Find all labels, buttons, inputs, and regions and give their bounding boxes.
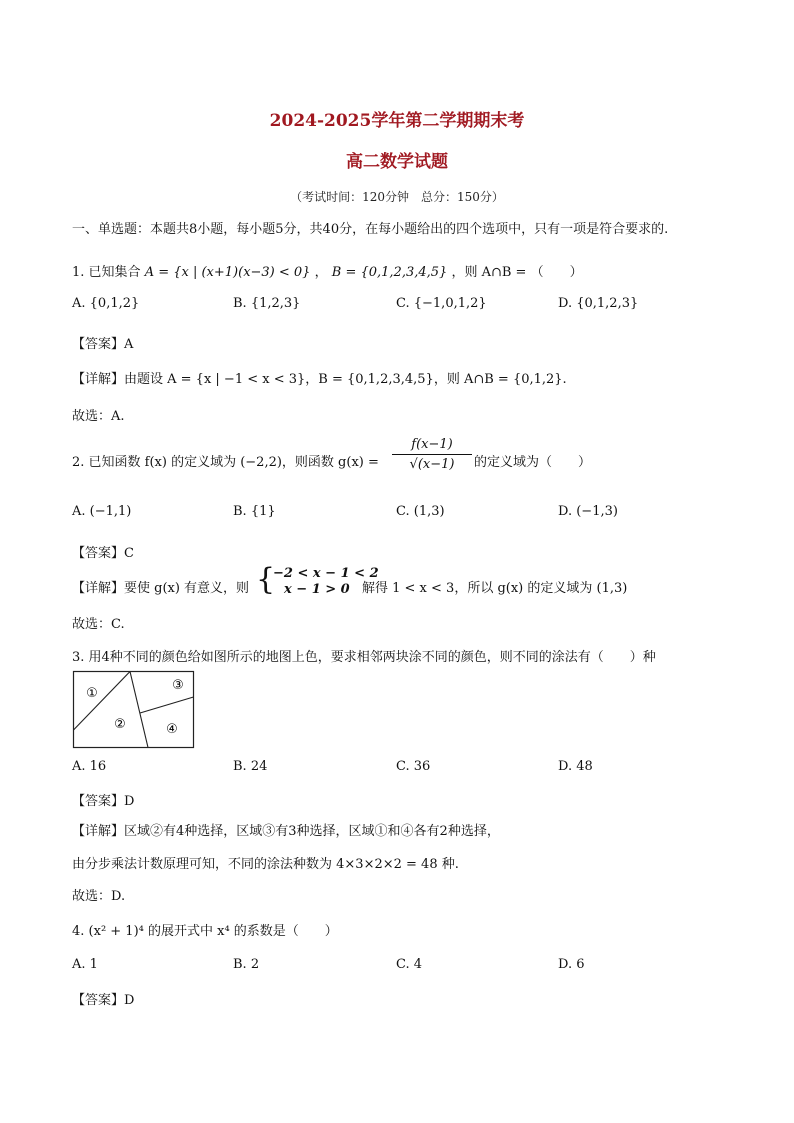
q2-stem-a: 2. 已知函数 f(x) 的定义域为 (−2,2)，则函数 g(x) = (72, 455, 379, 470)
exam-title: 2024-2025学年第二学期期末考 (269, 111, 525, 131)
q4-option-c: C. 4 (396, 957, 423, 972)
q2-system-line2: x − 1 > 0 (284, 582, 350, 597)
q2-detail-a: 【详解】要使 g(x) 有意义，则 (72, 581, 250, 596)
q3-stem: 3. 用4种不同的颜色给如图所示的地图上色，要求相邻两块涂不同的颜色，则不同的涂法有（ ）种 (72, 650, 656, 665)
q1-stem (72, 261, 583, 280)
q1-set-a: A = {x | (x+1)(x−3) < 0} (144, 265, 311, 280)
q1-option-d: D. {0,1,2,3} (558, 296, 639, 311)
q1-option-b: B. {1,2,3} (233, 296, 301, 311)
q3-option-b: B. 24 (233, 759, 268, 774)
q2-fraction (392, 437, 472, 472)
q3-option-d: D. 48 (558, 759, 593, 774)
q1-answer: 【答案】A (72, 337, 134, 352)
q4-option-d: D. 6 (558, 957, 585, 972)
q1-sep: ， (314, 265, 328, 280)
q3-conclusion: 故选：D. (72, 889, 126, 904)
q1-stem-a: 1. 已知集合 (72, 265, 141, 280)
q4-answer: 【答案】D (72, 993, 135, 1008)
q2-option-b: B. {1} (233, 504, 276, 519)
region-2-label: ② (114, 717, 126, 732)
q3-option-a: A. 16 (72, 759, 107, 774)
q3-detail-1: 【详解】区域②有4种选择，区域③有3种选择，区域①和④各有2种选择， (72, 824, 500, 839)
q4-stem: 4. (x² + 1)⁴ 的展开式中 x⁴ 的系数是（ ） (72, 924, 338, 939)
q3-option-c: C. 36 (396, 759, 431, 774)
q2-option-d: D. (−1,3) (558, 504, 618, 519)
region-1-label: ① (86, 686, 98, 701)
q1-stem-b: ，则 A∩B = （ ） (451, 265, 583, 280)
q2-stem-b: 的定义域为（ ） (474, 455, 592, 470)
q4-option-b: B. 2 (233, 957, 260, 972)
q2-option-c: C. (1,3) (396, 504, 445, 519)
q2-conclusion: 故选：C. (72, 617, 125, 632)
q2-detail-b: 解得 1 < x < 3，所以 g(x) 的定义域为 (1,3) (362, 581, 628, 596)
q2-system-line1: −2 < x − 1 < 2 (273, 566, 379, 581)
map-divider-3 (140, 697, 194, 713)
q3-answer: 【答案】D (72, 794, 135, 809)
section-heading: 一、单选题：本题共8小题，每小题5分，共40分，在每小题给出的四个选项中，只有一项是符合要求的. (72, 222, 669, 237)
q1-conclusion: 故选：A. (72, 409, 125, 424)
q4-option-a: A. 1 (72, 957, 98, 972)
q1-detail: 【详解】由题设 A = {x | −1 < x < 3}，B = {0,1,2,3,4,5}，则 A∩B = {0,1,2}. (72, 372, 567, 387)
q3-map-diagram (72, 670, 196, 750)
q3-detail-2: 由分步乘法计数原理可知，不同的涂法种数为 4×3×2×2 = 48 种. (72, 857, 459, 872)
q2-option-a: A. (−1,1) (72, 504, 132, 519)
region-3-label: ③ (172, 678, 184, 693)
exam-info: （考试时间：120分钟 总分：150分） (290, 190, 504, 204)
q2-answer: 【答案】C (72, 546, 134, 561)
q2-system-brace: { (256, 562, 276, 597)
exam-subtitle: 高二数学试题 (346, 152, 448, 172)
region-4-label: ④ (166, 722, 178, 737)
q2-frac-denominator: √(x−1) (409, 457, 455, 472)
map-divider-2 (130, 672, 148, 748)
q1-option-a: A. {0,1,2} (72, 296, 140, 311)
q1-option-c: C. {−1,0,1,2} (396, 296, 487, 311)
q1-set-b: B = {0,1,2,3,4,5} (331, 265, 448, 280)
q2-frac-numerator: f(x−1) (392, 437, 472, 455)
